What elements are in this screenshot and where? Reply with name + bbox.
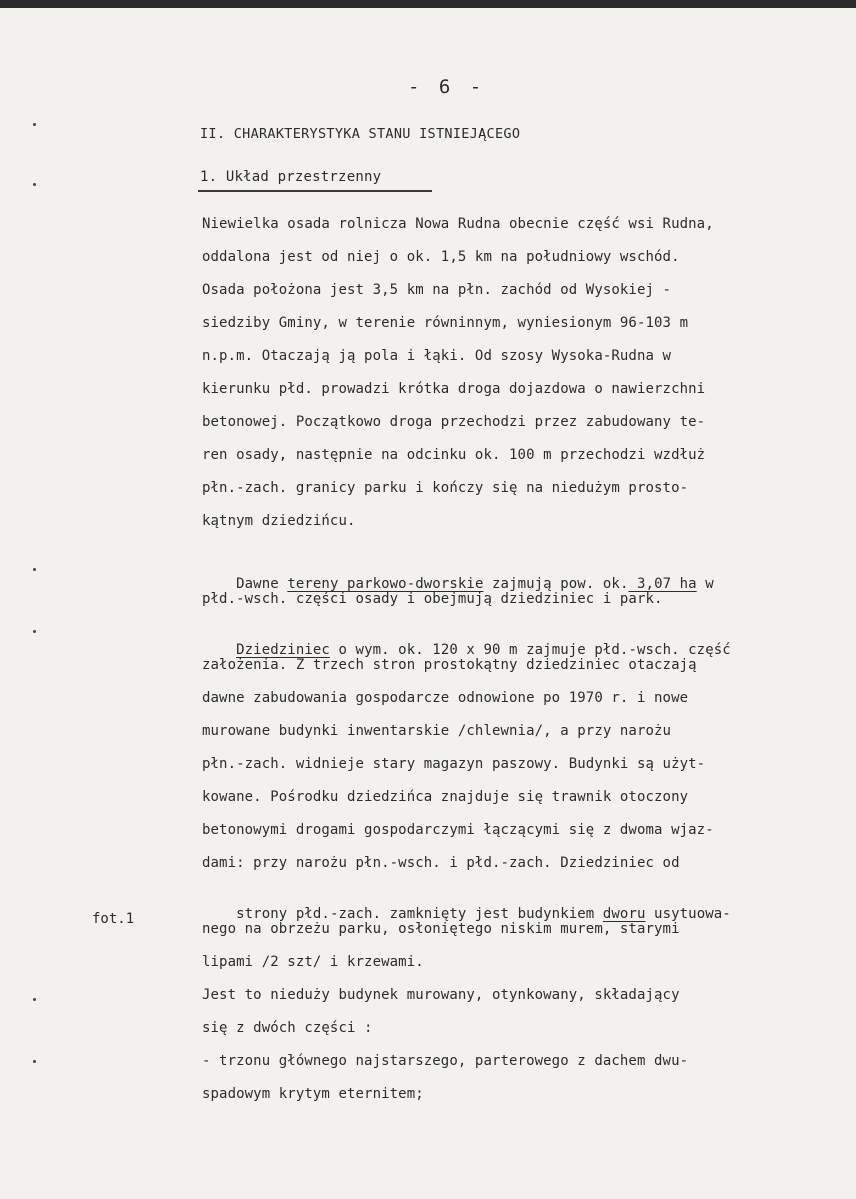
chapter-heading: II. CHARAKTERYSTYKA STANU ISTNIEJĄCEGO <box>200 126 521 142</box>
margin-speck <box>33 1060 36 1063</box>
text-line: spadowym krytym eternitem; <box>202 1086 424 1102</box>
margin-speck <box>33 568 36 571</box>
text-segment: Dawne <box>236 576 288 592</box>
page-number: - 6 - <box>408 76 486 98</box>
text-line: - trzonu głównego najstarszego, parterowego z dachem dwu- <box>202 1053 689 1069</box>
underlined-term: tereny parkowo-dworskie <box>287 576 484 592</box>
margin-speck <box>33 998 36 1001</box>
margin-speck <box>33 630 36 633</box>
text-line: płn.-zach. granicy parku i kończy się na niedużym prosto- <box>202 480 689 496</box>
text-line: betonowej. Początkowo droga przechodzi przez zabudowany te- <box>202 414 706 430</box>
margin-speck <box>33 123 36 126</box>
text-line: murowane budynki inwentarskie /chlewnia/, a przy narożu <box>202 723 672 739</box>
text-line: n.p.m. Otaczają ją pola i łąki. Od szosy Wysoka-Rudna w <box>202 348 672 364</box>
text-line: założenia. Z trzech stron prostokątny dziedziniec otaczają <box>202 657 697 673</box>
text-line: betonowymi drogami gospodarczymi łączącymi się z dwoma wjaz- <box>202 822 714 838</box>
text-line: się z dwóch części : <box>202 1020 373 1036</box>
text-line: kowane. Pośrodku dziedzińca znajduje się trawnik otoczony <box>202 789 689 805</box>
text-line: nego na obrzeżu parku, osłoniętego niskim murem, starymi <box>202 921 680 937</box>
text-segment: usytuowa- <box>645 906 731 922</box>
text-segment: w <box>696 576 714 592</box>
margin-speck <box>33 183 36 186</box>
text-line: dami: przy narożu płn.-wsch. i płd.-zach. Dziedziniec od <box>202 855 680 871</box>
text-line: płn.-zach. widnieje stary magazyn paszowy. Budynki są użyt- <box>202 756 706 772</box>
text-line: Niewielka osada rolnicza Nowa Rudna obecnie część wsi Rudna, <box>202 216 714 232</box>
text-segment: strony płd.-zach. zamknięty jest budynkiem <box>236 906 603 922</box>
text-line: lipami /2 szt/ i krzewami. <box>202 954 424 970</box>
document-page <box>0 8 856 1199</box>
text-line: siedziby Gminy, w terenie równinnym, wyniesionym 96-103 m <box>202 315 689 331</box>
text-segment: zajmują pow. ok. <box>483 576 629 592</box>
text-line: ren osady, następnie na odcinku ok. 100 m przechodzi wzdłuż <box>202 447 706 463</box>
text-line: Jest to nieduży budynek murowany, otynkowany, składający <box>202 987 680 1003</box>
text-line: oddalona jest od niej o ok. 1,5 km na południowy wschód. <box>202 249 680 265</box>
text-line: kątnym dziedzińcu. <box>202 513 356 529</box>
text-segment: o wym. ok. 120 x 90 m zajmuje płd.-wsch. część <box>329 642 731 658</box>
underlined-area-value: 3,07 ha <box>628 576 697 592</box>
text-line: dawne zabudowania gospodarcze odnowione po 1970 r. i nowe <box>202 690 689 706</box>
text-line: płd.-wsch. części osady i obejmują dziedziniec i park. <box>202 591 663 607</box>
underlined-term: dworu <box>602 906 646 922</box>
text-line: Osada położona jest 3,5 km na płn. zachód od Wysokiej - <box>202 282 672 298</box>
section-heading: 1. Układ przestrzenny <box>200 169 382 185</box>
section-underline <box>198 190 432 192</box>
underlined-term: Dziedziniec <box>236 642 330 658</box>
text-line: kierunku płd. prowadzi krótka droga dojazdowa o nawierzchni <box>202 381 706 397</box>
margin-note-photo-ref: fot.1 <box>92 911 135 927</box>
